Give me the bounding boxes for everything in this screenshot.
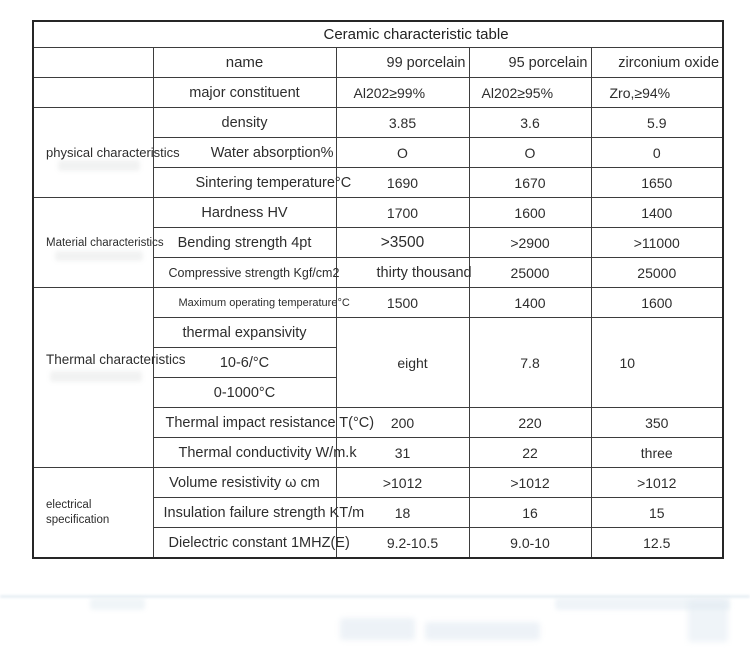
- value-max-temp-95: 1400: [469, 288, 591, 318]
- label-thermal-conductivity: Thermal conductivity W/m.k: [153, 438, 336, 468]
- value-max-temp-zro: 1600: [591, 288, 723, 318]
- value-density-95: 3.6: [469, 108, 591, 138]
- value-water-absorption-zro: 0: [591, 138, 723, 168]
- value-major-constituent-95: Al202≥95%: [469, 78, 591, 108]
- value-insulation-zro: 15: [591, 498, 723, 528]
- value-resistivity-99: >1012: [336, 468, 469, 498]
- group-physical-characteristics: physical characteristics: [33, 108, 153, 198]
- value-thermal-impact-99: 200: [336, 408, 469, 438]
- value-sintering-95: 1670: [469, 168, 591, 198]
- value-expansivity-95: 7.8: [469, 318, 591, 408]
- row-hardness: [33, 198, 723, 228]
- value-resistivity-zro: >1012: [591, 468, 723, 498]
- label-thermal-impact: Thermal impact resistance T(°C): [153, 408, 336, 438]
- value-dielectric-zro: 12.5: [591, 528, 723, 559]
- header-zirconium-oxide: zirconium oxide: [591, 48, 723, 78]
- value-conductivity-99: 31: [336, 438, 469, 468]
- value-bending-95: >2900: [469, 228, 591, 258]
- label-hardness: Hardness HV: [153, 198, 336, 228]
- label-expansivity-range: 10-6/°C: [153, 348, 336, 378]
- group-material-characteristics: Material characteristics: [33, 198, 153, 288]
- label-insulation-failure: Insulation failure strength KT/m: [153, 498, 336, 528]
- value-sintering-99: 1690: [336, 168, 469, 198]
- value-dielectric-95: 9.0-10: [469, 528, 591, 559]
- value-conductivity-zro: three: [591, 438, 723, 468]
- label-compressive-strength: Compressive strength Kgf/cm2: [153, 258, 336, 288]
- value-insulation-95: 16: [469, 498, 591, 528]
- watermark-smudge: [688, 600, 728, 642]
- watermark-smudge: [90, 598, 145, 610]
- value-density-zro: 5.9: [591, 108, 723, 138]
- ceramic-characteristic-table: [32, 20, 724, 559]
- value-hardness-zro: 1400: [591, 198, 723, 228]
- table-title: Ceramic characteristic table: [33, 21, 723, 48]
- value-max-temp-99: 1500: [336, 288, 469, 318]
- value-compressive-95: 25000: [469, 258, 591, 288]
- empty-cell: [33, 78, 153, 108]
- value-resistivity-95: >1012: [469, 468, 591, 498]
- table-title-row: [33, 21, 723, 48]
- watermark-smudge: [425, 622, 540, 640]
- label-dielectric-constant: Dielectric constant 1MHZ(E): [153, 528, 336, 559]
- label-thermal-expansivity: thermal expansivity: [153, 318, 336, 348]
- value-hardness-95: 1600: [469, 198, 591, 228]
- value-hardness-99: 1700: [336, 198, 469, 228]
- value-expansivity-99: eight: [336, 318, 469, 408]
- label-major-constituent: major constituent: [153, 78, 336, 108]
- empty-cell: [33, 48, 153, 78]
- value-dielectric-99: 9.2-10.5: [336, 528, 469, 559]
- value-compressive-zro: 25000: [591, 258, 723, 288]
- value-density-99: 3.85: [336, 108, 469, 138]
- label-sintering-temperature: Sintering temperature°C: [153, 168, 336, 198]
- value-sintering-zro: 1650: [591, 168, 723, 198]
- value-compressive-99: thirty thousand: [336, 258, 469, 288]
- value-conductivity-95: 22: [469, 438, 591, 468]
- group-electrical-specification: electrical specification: [33, 468, 153, 559]
- header-name: name: [153, 48, 336, 78]
- label-volume-resistivity: Volume resistivity ω cm: [153, 468, 336, 498]
- group-thermal-characteristics: Thermal characteristics: [33, 288, 153, 468]
- header-95-porcelain: 95 porcelain: [469, 48, 591, 78]
- header-99-porcelain: 99 porcelain: [336, 48, 469, 78]
- row-max-operating-temperature: [33, 288, 723, 318]
- label-density: density: [153, 108, 336, 138]
- label-max-operating-temperature: Maximum operating temperature°C: [153, 288, 336, 318]
- value-insulation-99: 18: [336, 498, 469, 528]
- row-volume-resistivity: [33, 468, 723, 498]
- value-major-constituent-99: Al202≥99%: [336, 78, 469, 108]
- value-expansivity-zro: 10: [591, 318, 723, 408]
- value-water-absorption-99: O: [336, 138, 469, 168]
- value-thermal-impact-zro: 350: [591, 408, 723, 438]
- value-thermal-impact-95: 220: [469, 408, 591, 438]
- label-water-absorption: Water absorption%: [153, 138, 336, 168]
- watermark-smudge: [340, 618, 415, 640]
- value-bending-zro: >11000: [591, 228, 723, 258]
- label-bending-strength: Bending strength 4pt: [153, 228, 336, 258]
- value-water-absorption-95: O: [469, 138, 591, 168]
- value-major-constituent-zro: Zro,≥94%: [591, 78, 723, 108]
- label-expansivity-temp: 0-1000°C: [153, 378, 336, 408]
- row-major-constituent: [33, 78, 723, 108]
- row-name-header: [33, 48, 723, 78]
- value-bending-99: >3500: [336, 228, 469, 258]
- row-density: [33, 108, 723, 138]
